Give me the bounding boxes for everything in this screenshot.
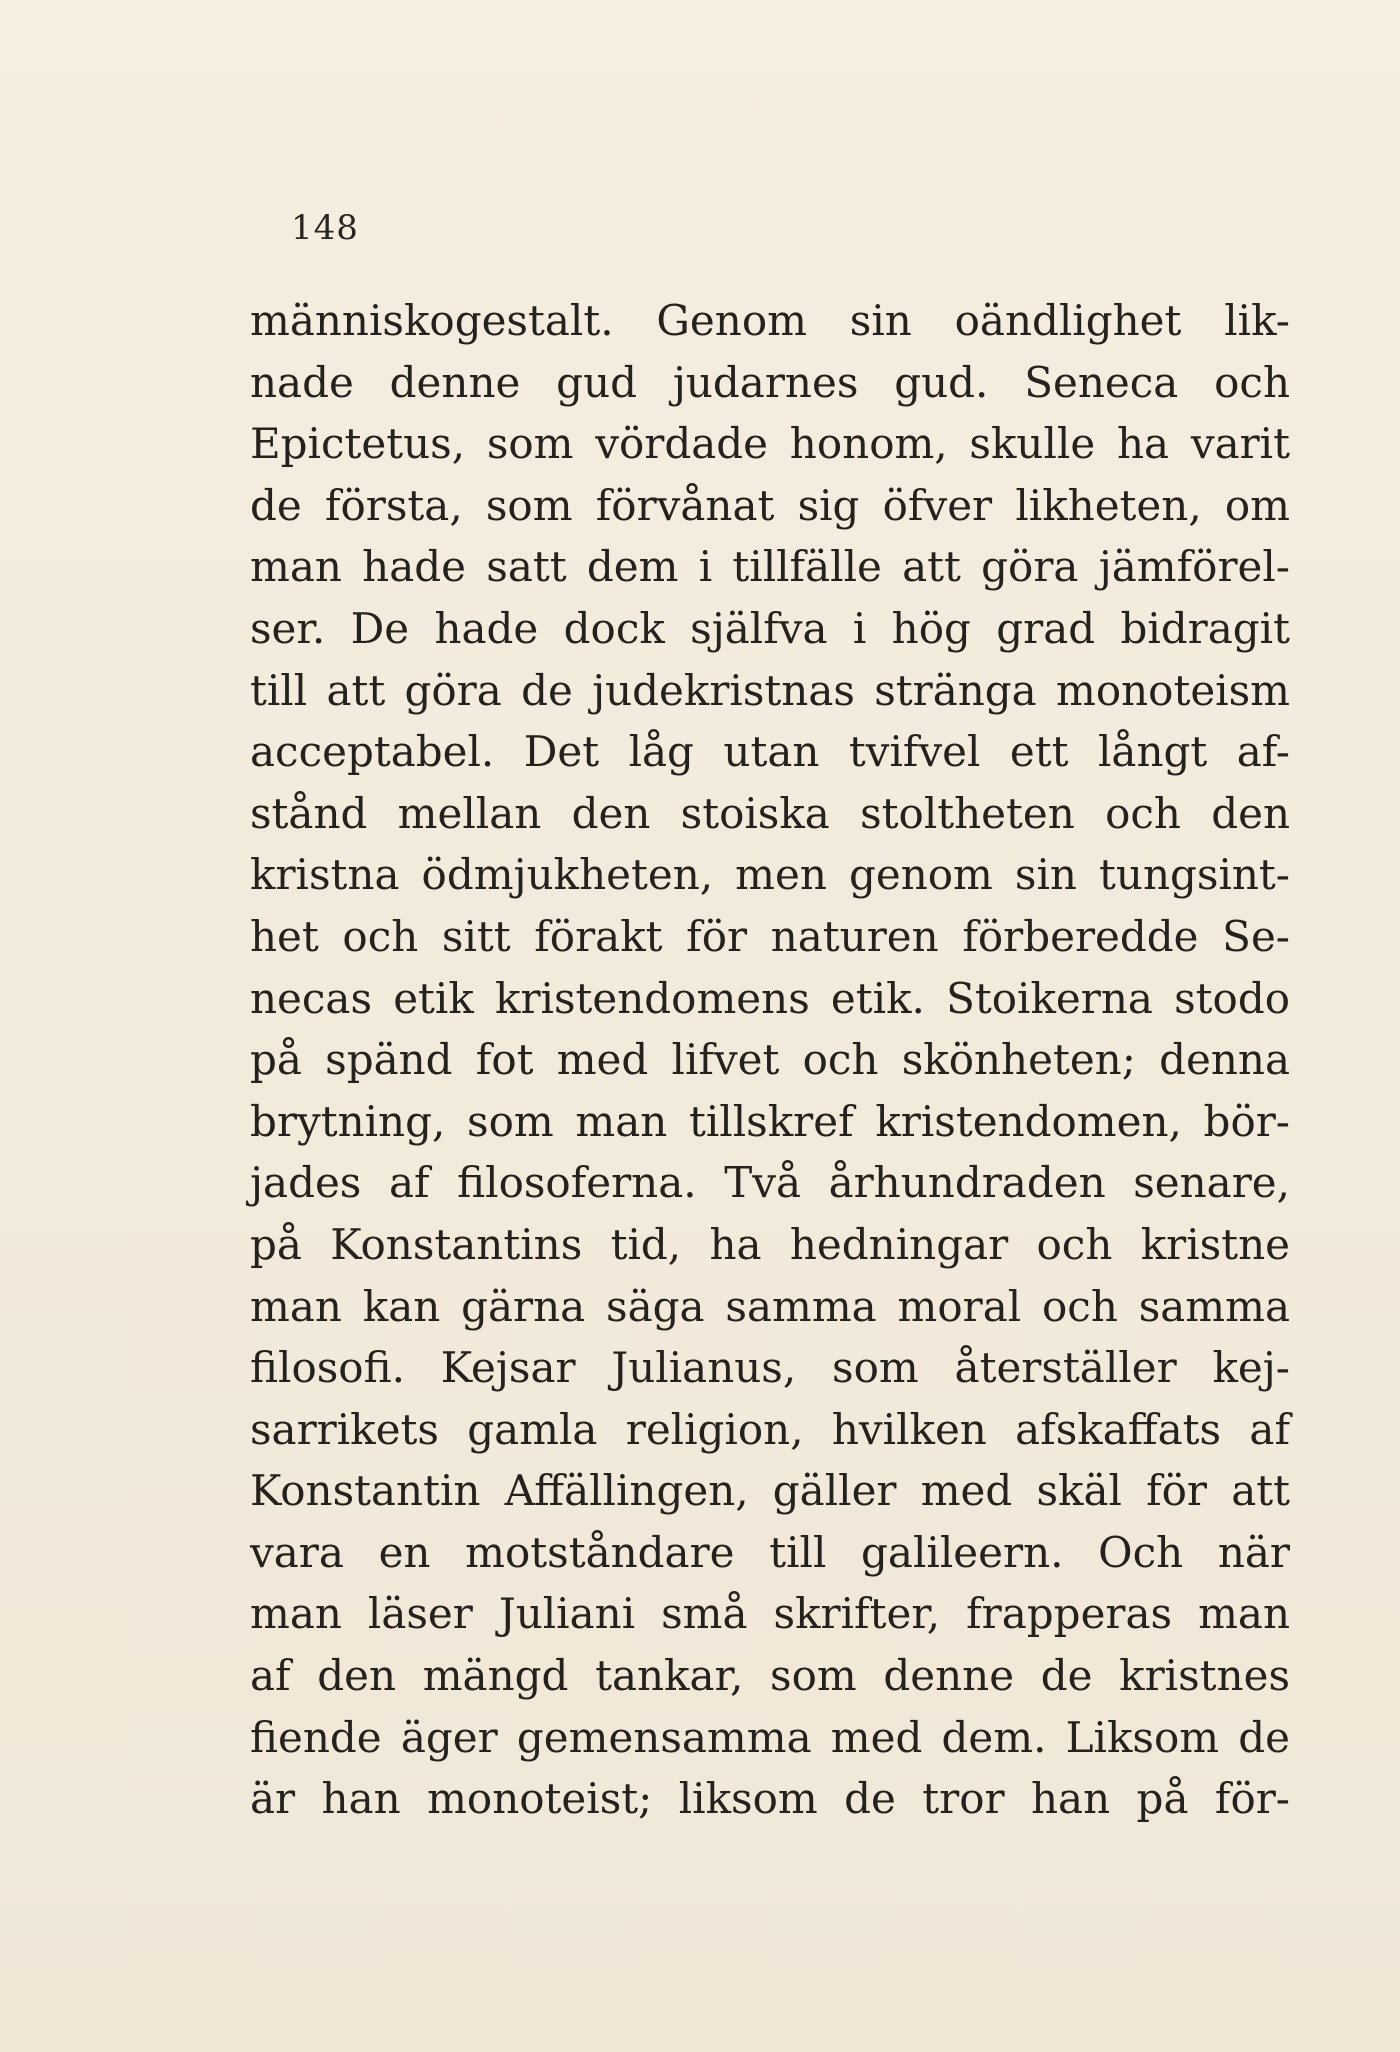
text-line: filosofi. Kejsar Julianus, som återställer kej- (250, 1343, 1290, 1393)
text-line: de första, som förvånat sig öfver likheten, om (250, 480, 1290, 530)
text-line: ser. De hade dock själfva i hög grad bidragit (250, 603, 1290, 653)
body-text (250, 290, 1290, 1830)
text-line: acceptabel. Det låg utan tvifvel ett långt af- (250, 727, 1290, 777)
text-line: till att göra de judekristnas stränga monoteism (250, 665, 1290, 715)
text-line: Epictetus, som vördade honom, skulle ha varit (250, 419, 1290, 469)
text-line: man kan gärna säga samma moral och samma (250, 1281, 1290, 1331)
text-line: kristna ödmjukheten, men genom sin tungsint- (250, 850, 1290, 900)
page-number: 148 (291, 208, 359, 248)
text-line: Konstantin Affällingen, gäller med skäl för att (250, 1466, 1290, 1516)
text-line: man läser Juliani små skrifter, frapperas man (250, 1589, 1290, 1639)
text-line: sarrikets gamla religion, hvilken afskaffats af (250, 1404, 1290, 1454)
text-line: på spänd fot med lifvet och skönheten; denna (250, 1035, 1290, 1085)
text-line: på Konstantins tid, ha hedningar och kristne (250, 1219, 1290, 1269)
text-line: nade denne gud judarnes gud. Seneca och (250, 357, 1290, 407)
text-line: het och sitt förakt för naturen förberedde Se- (250, 911, 1290, 961)
text-line: af den mängd tankar, som denne de kristnes (250, 1651, 1290, 1701)
text-line: jades af filosoferna. Två århundraden senare, (250, 1158, 1290, 1208)
text-line: stånd mellan den stoiska stoltheten och den (250, 788, 1290, 838)
text-line: man hade satt dem i tillfälle att göra jämförel- (250, 542, 1290, 592)
text-line: necas etik kristendomens etik. Stoikerna stodo (250, 973, 1290, 1023)
text-line: är han monoteist; liksom de tror han på för- (250, 1774, 1290, 1824)
text-line: brytning, som man tillskref kristendomen, bör- (250, 1096, 1290, 1146)
text-line: vara en motståndare till galileern. Och när (250, 1527, 1290, 1577)
text-line: fiende äger gemensamma med dem. Liksom de (250, 1712, 1290, 1762)
text-line: människogestalt. Genom sin oändlighet lik- (250, 296, 1290, 345)
